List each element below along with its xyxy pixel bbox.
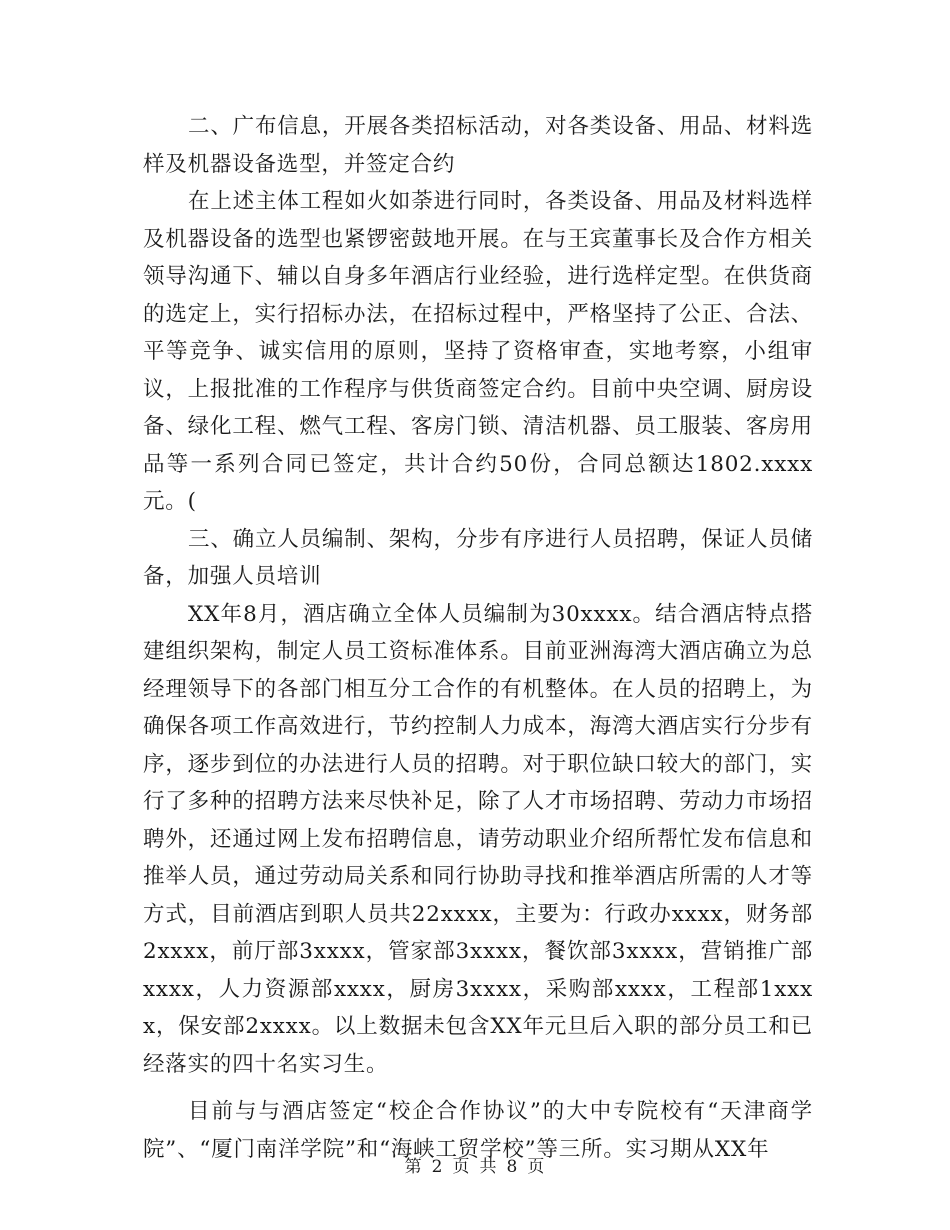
current-page-number: 2 xyxy=(431,1157,444,1177)
footer-suffix: 页 xyxy=(527,1157,546,1177)
footer-prefix: 第 xyxy=(404,1157,423,1177)
footer-middle-1: 页 xyxy=(452,1157,471,1177)
document-body xyxy=(143,108,813,1168)
body-paragraph: XX年8月，酒店确立全体人员编制为30xxxx。结合酒店特点搭建组织架构，制定人员工资标准体系。目前亚洲海湾大酒店确立为总经理领导下的各部门相互分工合作的有机整体。在人员的招聘上，为确保各项工作高效进行，节约控制人力成本，海湾大酒店实行分步有序，逐步到位的办法进行人员的招聘。对于职位缺口较大的部门，实行了多种的招聘方法来尽快补足，除了人才市场招聘、劳动力市场招聘外，还通过网上发布招聘信息，请劳动职业介绍所帮忙发布信息和推举人员，通过劳动局关系和同行协助寻找和推举酒店所需的人才等方式，目前酒店到职人员共22xxxx，主要为：行政办xxxx，财务部2xxxx，前厅部3xxxx，管家部3xxxx，餐饮部3xxxx，营销推广部xxxx，人力资源部xxxx，厨房3xxxx，采购部xxxx，工程部1xxxx，保安部2xxxx。以上数据未包含XX年元旦后入职的部分员工和已经落实的四十名实习生。 xyxy=(143,601,813,1077)
section-heading-2: 二、广布信息，开展各类招标活动，对各类设备、用品、材料选样及机器设备选型，并签定合约 xyxy=(143,114,813,177)
footer-middle-2: 共 xyxy=(479,1157,498,1177)
page-footer xyxy=(0,1152,950,1177)
body-paragraph: 在上述主体工程如火如荼进行同时，各类设备、用品及材料选样及机器设备的选型也紧锣密鼓地开展。在与王宾董事长及合作方相关领导沟通下、辅以自身多年酒店行业经验，进行选样定型。在供货商的选定上，实行招标办法，在招标过程中，严格坚持了公正、合法、平等竞争、诚实信用的原则，坚持了资格审查，实地考察，小组审议，上报批准的工作程序与供货商签定合约。目前中央空调、厨房设备、绿化工程、燃气工程、客房门锁、清洁机器、员工服装、客房用品等一系列合同已签定，共计合约50份，合同总额达1802.xxxx元。( xyxy=(143,189,813,514)
total-pages-number: 8 xyxy=(506,1157,519,1177)
section-heading-3: 三、确立人员编制、架构，分步有序进行人员招聘，保证人员储备，加强人员培训 xyxy=(143,526,813,589)
body-paragraph: 目前与与酒店签定“校企合作协议”的大中专院校有“天津商学院”、“厦门南洋学院”和“海峡工贸学校”等三所。实习期从XX年 xyxy=(143,1099,813,1162)
